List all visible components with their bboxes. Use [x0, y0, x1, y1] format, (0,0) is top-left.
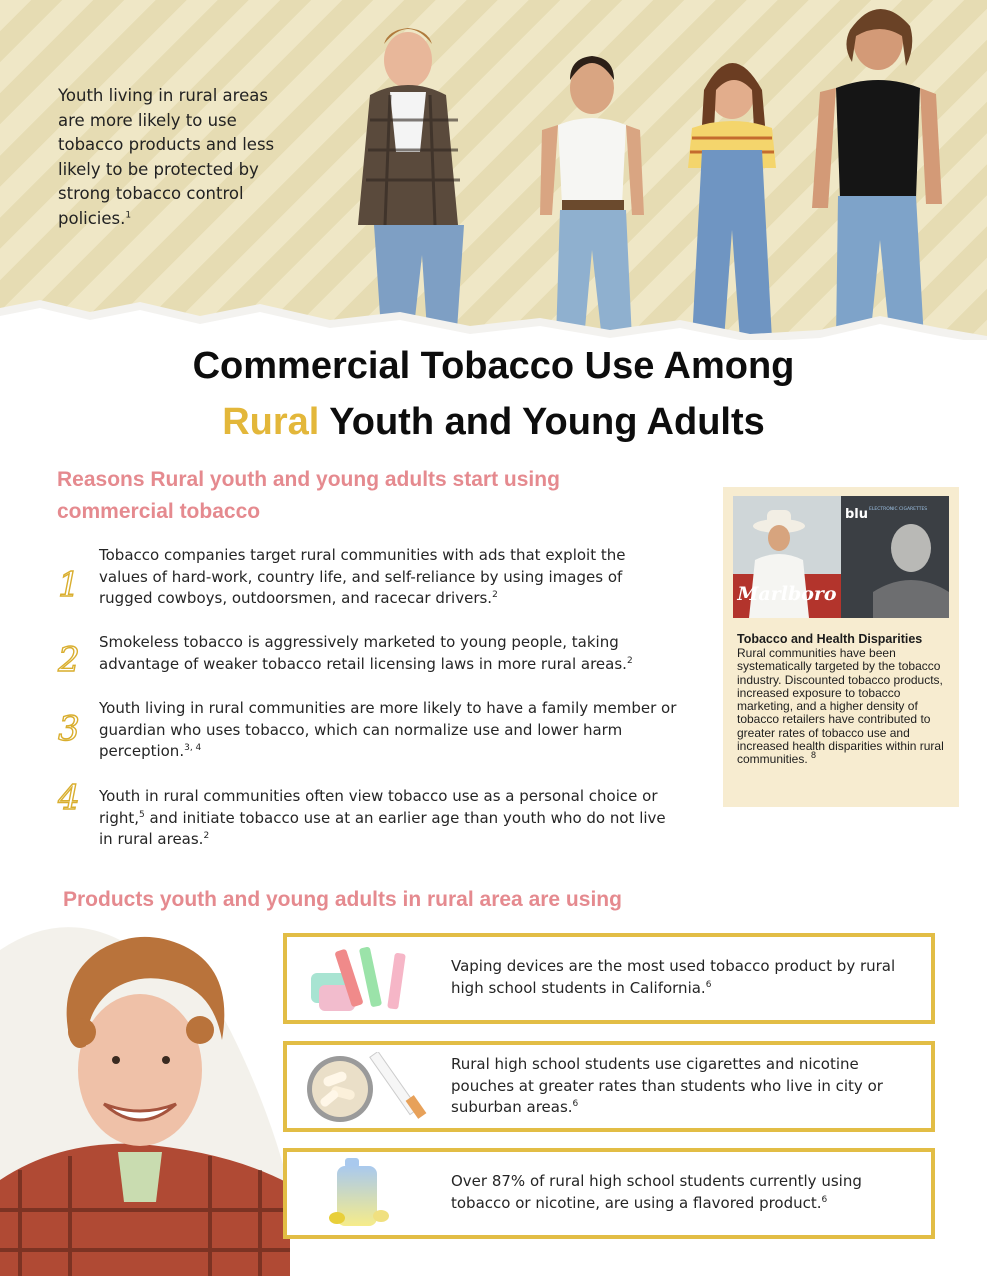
smiling-youth-photo: [0, 920, 290, 1276]
page-title: [0, 338, 987, 450]
product-card-text-2: Rural high school students use cigarettes and nicotine pouches at greater rates than students who live in city or suburban areas.$^6$: [451, 1055, 883, 1116]
reason-item-2: Smokeless tobacco is aggressively marketed to young people, taking advantage of weaker tobacco retail licensing laws in more rural areas.$^2$: [99, 633, 633, 673]
flavored-vape-icon: [325, 1156, 415, 1232]
product-card-vaping: [283, 933, 935, 1024]
reason-item-3: Youth living in rural communities are more likely to have a family member or guardian who uses tobacco, which can normalize use and lower harm perception.$^{3, 4}$: [99, 699, 677, 760]
product-card-text-1: Vaping devices are the most used tobacco product by rural high school students in California.$^6$: [451, 957, 896, 997]
product-card-flavored: [283, 1148, 935, 1239]
reason-number-4: 4: [58, 778, 80, 818]
title-line-1: Commercial Tobacco Use Among: [192, 345, 795, 387]
product-card-text-3: Over 87% of rural high school students currently using tobacco or nicotine, are using a flavored product.$^6$: [451, 1172, 862, 1212]
vape-devices-icon: [307, 943, 417, 1015]
reason-number-1: 1: [58, 565, 80, 605]
reason-number-2: 2: [58, 640, 80, 680]
ad-brand-right-sub: ELECTRONIC CIGARETTES: [869, 507, 928, 512]
title-highlight: Rural: [222, 401, 320, 443]
reasons-heading: Reasons Rural youth and young adults start using commercial tobacco: [57, 468, 560, 523]
ad-brand-left: Marlboro: [737, 583, 837, 605]
sidebar-body: Rural communities have been systematically targeted by the tobacco industry. Discounted tobacco products, increased exposure to tobacco marketing, and a higher density of tobacco retailers have contributed to greater rates of tobacco use and increased health disparities within rural communities. $^8$: [737, 646, 944, 767]
sidebar-title: Tobacco and Health Disparities: [737, 632, 923, 646]
title-line-2: Youth and Young Adults: [319, 401, 765, 443]
youth-group-photo: [330, 0, 987, 340]
tobacco-ads-image: [733, 496, 949, 618]
hero-intro: Youth living in rural areas are more likely to use tobacco products and less likely to be protected by strong tobacco control policies.$^1$: [58, 86, 275, 228]
reason-number-3: 3: [58, 709, 80, 749]
product-card-cigarettes-pouches: [283, 1041, 935, 1132]
cigarette-pouches-icon: [307, 1052, 433, 1126]
products-heading: Products youth and young adults in rural area are using: [63, 888, 622, 911]
disparities-sidebar: [723, 487, 959, 807]
torn-paper-edge: [0, 290, 987, 340]
reason-item-4: Youth in rural communities often view tobacco use as a personal choice or right,$^5$ and initiate tobacco use at an earlier age than youth who do not live in rural areas.$^2$: [99, 787, 666, 848]
reason-item-1: Tobacco companies target rural communities with ads that exploit the values of hard-work, country life, and self-reliance by using images of rugged cowboys, outdoorsmen, and racecar drivers.$^2$: [99, 546, 626, 607]
hero-banner: [0, 0, 987, 340]
ad-brand-right: blu: [845, 507, 869, 522]
